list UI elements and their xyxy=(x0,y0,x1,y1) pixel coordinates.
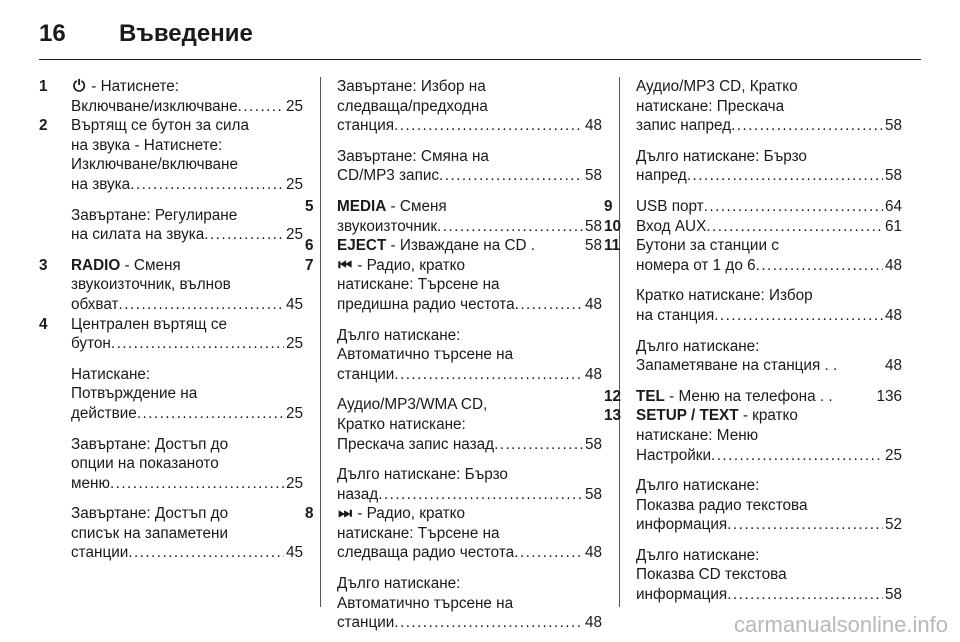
entry-number: 7 xyxy=(305,256,314,274)
entry-text: Дълго натискане: xyxy=(636,477,760,495)
entry-13: 13 SETUP / TEXT - кратко натискане: Меню Настройки . . . 25 xyxy=(604,406,902,465)
entry-text: - Натиснете: xyxy=(87,78,180,95)
toc-line[interactable]: на силата на звука . . . 25 xyxy=(71,225,303,245)
column-3 xyxy=(604,77,902,605)
entry-text: Дълго натискане: Бързо xyxy=(636,147,807,165)
toc-line[interactable]: CD/MP3 запис . . . 58 xyxy=(337,166,602,186)
toc-line[interactable]: Запаметяване на станция . . 48 xyxy=(636,357,902,375)
page-ref: 25 xyxy=(285,175,303,193)
page-ref: 25 xyxy=(285,226,303,244)
page-title: Въведение xyxy=(119,20,253,47)
page-number: 16 xyxy=(39,20,66,47)
sub-entry xyxy=(71,206,303,245)
page-ref: 136 xyxy=(876,387,902,405)
sub-entry xyxy=(337,147,602,186)
toc-line[interactable]: Включване/изключване . . . 25 xyxy=(71,97,303,117)
page-ref: 48 xyxy=(584,365,602,383)
sub-entry xyxy=(71,435,303,494)
entry-text: натискане: Търсене на xyxy=(337,524,500,542)
toc-line[interactable]: номера от 1 до 6 . . . 48 xyxy=(636,256,902,276)
skip-forward-icon: ⏭ xyxy=(338,505,352,523)
keyword: EJECT xyxy=(337,237,387,255)
entry-text: Автоматично търсене на xyxy=(337,346,514,364)
entry-text: Дълго натискане: xyxy=(636,546,760,564)
entry-6 xyxy=(305,236,602,256)
entry-number: 9 xyxy=(604,197,613,215)
entry-text: Кратко натискане: Избор xyxy=(636,287,813,305)
sub-entry xyxy=(636,337,902,376)
keyword: SETUP / TEXT xyxy=(636,407,739,425)
entry-text: Дълго натискане: xyxy=(337,326,461,344)
entry-text: следваща/предходна xyxy=(337,97,488,115)
page-ref: 61 xyxy=(884,217,902,235)
skip-back-icon: ⏮ xyxy=(338,256,352,274)
watermark: carmanualsonline.info xyxy=(733,612,948,637)
entry-number: 6 xyxy=(305,237,314,255)
page-ref: 48 xyxy=(584,295,602,313)
entry-number: 5 xyxy=(305,197,314,215)
sub-entry xyxy=(337,574,602,633)
page-ref: 45 xyxy=(285,544,303,562)
sub-entry xyxy=(636,476,902,535)
column-1 xyxy=(39,77,303,563)
sub-entry xyxy=(71,504,303,563)
entry-text: Показва радио текстова xyxy=(636,496,808,514)
entry-7: 7 ⏮ - Радио, кратко натискане: Търсене на предишна радио честота . . . 48 xyxy=(305,256,602,315)
sub-entry xyxy=(636,286,902,325)
page-ref: 58 xyxy=(584,237,602,255)
entry-text: Бутони за станции с xyxy=(636,237,779,255)
page-ref: 58 xyxy=(884,117,902,135)
page-ref: 48 xyxy=(584,614,602,632)
page-ref: 48 xyxy=(584,117,602,135)
sub-entry xyxy=(337,465,602,504)
entry-number: 12 xyxy=(604,387,622,405)
entry-text: Завъртане: Смяна на xyxy=(337,147,489,165)
page-ref: 48 xyxy=(884,306,902,324)
entry-text: натискане: Търсене на xyxy=(337,276,500,294)
entry-number: 4 xyxy=(39,315,48,333)
toc-line[interactable]: действие . . . 25 xyxy=(71,404,303,424)
page-ref: 48 xyxy=(584,544,602,562)
entry-1 xyxy=(39,77,303,116)
entry-number: 8 xyxy=(305,505,314,523)
toc-line[interactable]: станции . . . 48 xyxy=(337,365,602,385)
page-ref: 25 xyxy=(285,474,303,492)
toc-line[interactable]: напред . . . 58 xyxy=(636,166,902,186)
toc-line[interactable]: меню . . . 25 xyxy=(71,474,303,494)
toc-line[interactable]: USB порт . . . 64 xyxy=(636,197,902,217)
sub-entry xyxy=(337,326,602,385)
keyword: TEL xyxy=(636,387,665,405)
column-divider xyxy=(619,77,620,607)
sub-entry xyxy=(636,546,902,605)
keyword: MEDIA xyxy=(337,197,387,215)
page-ref: 64 xyxy=(884,197,902,215)
sub-entry xyxy=(337,395,602,454)
page-ref: 25 xyxy=(285,97,303,115)
entry-number: 2 xyxy=(39,117,48,135)
sub-entry xyxy=(636,77,902,136)
entry-10 xyxy=(604,217,902,237)
page-ref: 58 xyxy=(584,217,602,235)
page-ref: 45 xyxy=(285,295,303,313)
entry-text: Завъртане: Достъп до xyxy=(71,505,229,523)
entry-number: 11 xyxy=(604,237,621,255)
sub-entry xyxy=(636,147,902,186)
page-ref: 58 xyxy=(884,167,902,185)
entry-11 xyxy=(604,236,902,275)
entry-9 xyxy=(604,197,902,217)
entry-text: Аудио/MP3/WMA CD, xyxy=(337,396,488,414)
toc-line[interactable]: TEL - Меню на телефона . . 136 xyxy=(636,387,902,405)
entry-5: 5 MEDIA - Сменя звукоизточник . . . 58 xyxy=(305,197,602,236)
entry-text: Завъртане: Достъп до xyxy=(71,435,229,453)
entry-4 xyxy=(39,315,303,354)
entry-text: Въртящ се бутон за сила xyxy=(71,117,249,135)
column-2 xyxy=(305,77,602,633)
entry-text: опции на показаното xyxy=(71,455,219,473)
entry-text: Натискане: xyxy=(71,365,151,383)
entry-3: 3 RADIO - Сменя звукоизточник, вълнов обхват . . . 45 xyxy=(39,256,303,315)
entry-text: Потвърждение на xyxy=(71,385,198,403)
entry-text: Дълго натискане: xyxy=(636,337,760,355)
entry-number: 10 xyxy=(604,217,622,235)
entry-number: 3 xyxy=(39,256,48,274)
entry-text: звукоизточник, вълнов xyxy=(71,276,231,294)
toc-line[interactable]: Прескача запис назад . . . 58 xyxy=(337,435,602,455)
entry-text: натискане: Меню xyxy=(636,426,759,444)
page-ref: 58 xyxy=(584,485,602,503)
toc-line[interactable]: назад . . . 58 xyxy=(337,485,602,505)
entry-8: 8 ⏭ - Радио, кратко натискане: Търсене на следваща радио честота . . . 48 xyxy=(305,504,602,563)
entry-text: Автоматично търсене на xyxy=(337,594,514,612)
toc-line[interactable]: звукоизточник . . . 58 xyxy=(337,217,602,237)
entry-text: Дълго натискане: Бързо xyxy=(337,466,508,484)
toc-line[interactable]: Вход AUX . . . 61 xyxy=(636,217,902,237)
entry-12 xyxy=(604,387,902,407)
toc-line[interactable]: следваща радио честота . . . 48 xyxy=(337,543,602,563)
toc-line[interactable]: информация . . . 58 xyxy=(636,585,902,605)
toc-line[interactable]: Настройки . . . 25 xyxy=(636,446,902,466)
page-ref: 25 xyxy=(285,404,303,422)
toc-line[interactable]: предишна радио честота . . . 48 xyxy=(337,295,602,315)
toc-line[interactable]: информация . . . 52 xyxy=(636,515,902,535)
toc-line[interactable]: бутон . . . 25 xyxy=(71,334,303,354)
entry-text: на звука - Натиснете: xyxy=(71,136,223,154)
entry-text: Завъртане: Регулиране xyxy=(71,206,238,224)
entry-text: списък на запаметени xyxy=(71,524,228,542)
entry-number: 13 xyxy=(604,407,622,425)
entry-text: Показва CD текстова xyxy=(636,566,787,584)
page-ref: 48 xyxy=(884,256,902,274)
entry-number: 1 xyxy=(39,78,48,95)
entry-text: Кратко натискане: xyxy=(337,415,466,433)
page-ref: 25 xyxy=(285,335,303,353)
power-icon: ⏻ xyxy=(72,78,86,95)
keyword: RADIO xyxy=(71,256,121,274)
toc-line[interactable]: на станция . . . 48 xyxy=(636,306,902,326)
page-ref: 58 xyxy=(584,167,602,185)
toc-line[interactable]: запис напред . . . 58 xyxy=(636,116,902,136)
entry-text: Дълго натискане: xyxy=(337,575,461,593)
entry-text: Аудио/MP3 CD, Кратко xyxy=(636,78,798,95)
entry-text: Централен въртящ се xyxy=(71,315,228,333)
toc-line[interactable]: на звука . . . 25 xyxy=(71,175,303,195)
page-header xyxy=(39,18,921,60)
page-ref: 58 xyxy=(884,586,902,604)
entry-text: Изключване/включване xyxy=(71,156,239,174)
sub-entry xyxy=(337,77,602,136)
entry-text: Завъртане: Избор на xyxy=(337,78,486,95)
entry-text: натискане: Прескача xyxy=(636,97,785,115)
page-ref: 48 xyxy=(884,357,902,375)
toc-line[interactable]: обхват . . . 45 xyxy=(71,295,303,315)
entry-2 xyxy=(39,116,303,194)
toc-line[interactable]: станции . . . 45 xyxy=(71,543,303,563)
page-ref: 52 xyxy=(884,516,902,534)
toc-line[interactable]: EJECT - Изваждане на CD . 58 xyxy=(337,237,602,255)
toc-line[interactable]: станции . . . 48 xyxy=(337,613,602,633)
toc-line[interactable]: станция . . . 48 xyxy=(337,116,602,136)
page-ref: 25 xyxy=(884,446,902,464)
sub-entry xyxy=(71,365,303,424)
page-ref: 58 xyxy=(584,435,602,453)
